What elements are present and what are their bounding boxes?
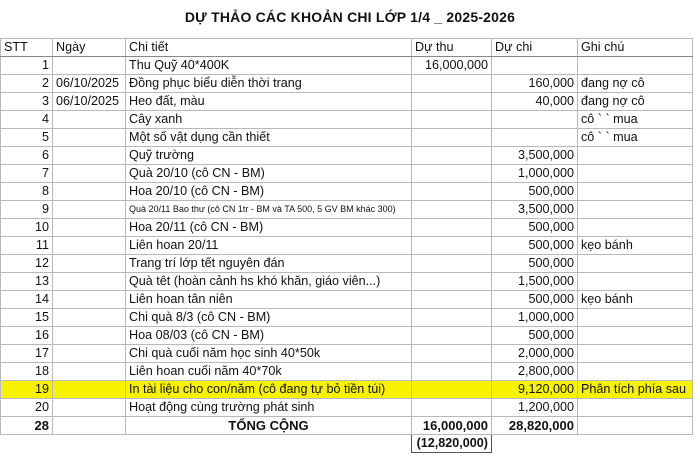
header-du-chi[interactable]: Dự chi bbox=[492, 39, 578, 57]
cell-stt[interactable]: 9 bbox=[1, 201, 53, 219]
cell-stt[interactable]: 5 bbox=[1, 129, 53, 147]
cell-du-thu[interactable] bbox=[412, 255, 492, 273]
cell-du-chi[interactable]: 500,000 bbox=[492, 291, 578, 309]
cell-ghi-chu[interactable] bbox=[578, 273, 693, 291]
header-stt[interactable]: STT bbox=[1, 39, 53, 57]
cell-stt[interactable]: 10 bbox=[1, 219, 53, 237]
header-du-thu[interactable]: Dự thu bbox=[412, 39, 492, 57]
cell-stt[interactable]: 12 bbox=[1, 255, 53, 273]
cell-du-thu[interactable] bbox=[412, 129, 492, 147]
cell-ghi-chu[interactable] bbox=[578, 165, 693, 183]
cell-chi-tiet[interactable]: In tài liệu cho con/năm (cô đang tự bỏ tiền túi) bbox=[126, 381, 412, 399]
cell-chi-tiet[interactable]: Hoạt động cùng trường phát sinh bbox=[126, 399, 412, 417]
cell-ngay[interactable] bbox=[53, 57, 126, 75]
balance-value[interactable]: (12,820,000) bbox=[412, 435, 492, 453]
cell-du-thu[interactable] bbox=[412, 309, 492, 327]
total-du-thu[interactable]: 16,000,000 bbox=[412, 417, 492, 435]
cell-chi-tiet[interactable]: Chi quà cuối năm học sinh 40*50k bbox=[126, 345, 412, 363]
cell-ghi-chu[interactable] bbox=[578, 309, 693, 327]
table-row bbox=[1, 111, 693, 129]
cell-ghi-chu[interactable]: đang nợ cô bbox=[578, 93, 693, 111]
cell-stt[interactable]: 1 bbox=[1, 57, 53, 75]
cell-chi-tiet[interactable]: Quà 20/10 (cô CN - BM) bbox=[126, 165, 412, 183]
cell-ngay[interactable] bbox=[53, 201, 126, 219]
cell-ghi-chu[interactable] bbox=[578, 327, 693, 345]
cell-du-thu[interactable] bbox=[412, 273, 492, 291]
cell-ghi-chu[interactable] bbox=[578, 219, 693, 237]
table-row bbox=[1, 129, 693, 147]
balance-empty-2 bbox=[53, 435, 126, 453]
balance-row bbox=[1, 435, 693, 453]
cell-ngay[interactable] bbox=[53, 183, 126, 201]
cell-ghi-chu[interactable] bbox=[578, 183, 693, 201]
cell-du-thu[interactable] bbox=[412, 399, 492, 417]
cell-du-thu[interactable] bbox=[412, 327, 492, 345]
sheet-title: DỰ THẢO CÁC KHOẢN CHI LỚP 1/4 _ 2025-2026 bbox=[184, 9, 516, 25]
cell-chi-tiet[interactable]: Liên hoan 20/11 bbox=[126, 237, 412, 255]
cell-ngay[interactable] bbox=[53, 129, 126, 147]
cell-chi-tiet[interactable]: Cây xanh bbox=[126, 111, 412, 129]
table-row bbox=[1, 309, 693, 327]
cell-du-chi[interactable]: 500,000 bbox=[492, 183, 578, 201]
cell-stt[interactable]: 6 bbox=[1, 147, 53, 165]
cell-du-chi[interactable]: 1,000,000 bbox=[492, 309, 578, 327]
total-ghi-chu-cell[interactable] bbox=[578, 417, 693, 435]
cell-ghi-chu[interactable]: cô ` ` mua bbox=[578, 111, 693, 129]
cell-ngay[interactable] bbox=[53, 111, 126, 129]
table-row bbox=[1, 237, 693, 255]
cell-chi-tiet[interactable]: Liên hoan cuối năm 40*70k bbox=[126, 363, 412, 381]
cell-du-thu[interactable] bbox=[412, 345, 492, 363]
table-row bbox=[1, 399, 693, 417]
cell-ghi-chu[interactable]: đang nợ cô bbox=[578, 75, 693, 93]
cell-du-thu[interactable] bbox=[412, 183, 492, 201]
cell-ghi-chu[interactable] bbox=[578, 345, 693, 363]
cell-du-thu[interactable] bbox=[412, 75, 492, 93]
cell-du-thu[interactable] bbox=[412, 291, 492, 309]
table-body bbox=[1, 57, 693, 417]
cell-du-chi[interactable]: 500,000 bbox=[492, 237, 578, 255]
cell-ngay[interactable]: 06/10/2025 bbox=[53, 75, 126, 93]
cell-du-thu[interactable] bbox=[412, 237, 492, 255]
cell-du-thu[interactable] bbox=[412, 147, 492, 165]
balance-empty-3 bbox=[126, 435, 412, 453]
cell-du-chi[interactable]: 500,000 bbox=[492, 219, 578, 237]
cell-chi-tiet[interactable]: Quà 20/11 Bao thư (cô CN 1tr - BM và TA 500, 5 GV BM khác 300) bbox=[126, 201, 412, 219]
table-row bbox=[1, 255, 693, 273]
cell-du-chi[interactable]: 500,000 bbox=[492, 327, 578, 345]
cell-stt[interactable]: 8 bbox=[1, 183, 53, 201]
cell-ngay[interactable] bbox=[53, 309, 126, 327]
cell-ghi-chu[interactable] bbox=[578, 57, 693, 75]
table-row bbox=[1, 75, 693, 93]
cell-ngay[interactable] bbox=[53, 327, 126, 345]
table-row bbox=[1, 363, 693, 381]
cell-ngay[interactable] bbox=[53, 237, 126, 255]
total-stt[interactable]: 28 bbox=[1, 417, 53, 435]
cell-chi-tiet[interactable]: Hoa 20/10 (cô CN - BM) bbox=[126, 183, 412, 201]
balance-empty-1 bbox=[1, 435, 53, 453]
cell-du-chi[interactable]: 3,500,000 bbox=[492, 201, 578, 219]
cell-ngay[interactable]: 06/10/2025 bbox=[53, 93, 126, 111]
cell-ghi-chu[interactable] bbox=[578, 255, 693, 273]
cell-ngay[interactable] bbox=[53, 291, 126, 309]
cell-stt[interactable]: 17 bbox=[1, 345, 53, 363]
cell-chi-tiet[interactable]: Heo đất, màu bbox=[126, 93, 412, 111]
cell-chi-tiet[interactable]: Quà têt (hoàn cảnh hs khó khăn, giáo viên...) bbox=[126, 273, 412, 291]
cell-du-chi[interactable] bbox=[492, 129, 578, 147]
cell-ghi-chu[interactable]: kẹo bánh bbox=[578, 291, 693, 309]
cell-ghi-chu[interactable]: kẹo bánh bbox=[578, 237, 693, 255]
header-chi-tiet[interactable]: Chi tiết bbox=[126, 39, 412, 57]
header-row bbox=[1, 39, 693, 57]
cell-stt[interactable]: 18 bbox=[1, 363, 53, 381]
cell-ngay[interactable] bbox=[53, 147, 126, 165]
total-du-chi[interactable]: 28,820,000 bbox=[492, 417, 578, 435]
cell-chi-tiet[interactable]: Trang trí lớp tết nguyên đán bbox=[126, 255, 412, 273]
table-row bbox=[1, 183, 693, 201]
cell-chi-tiet[interactable]: Liên hoan tân niên bbox=[126, 291, 412, 309]
cell-du-thu[interactable] bbox=[412, 165, 492, 183]
cell-stt[interactable]: 4 bbox=[1, 111, 53, 129]
cell-chi-tiet[interactable]: Hoa 08/03 (cô CN - BM) bbox=[126, 327, 412, 345]
cell-ngay[interactable] bbox=[53, 165, 126, 183]
cell-ngay[interactable] bbox=[53, 273, 126, 291]
total-ngay-cell[interactable] bbox=[53, 417, 126, 435]
cell-ghi-chu[interactable] bbox=[578, 201, 693, 219]
cell-du-thu[interactable]: 16,000,000 bbox=[412, 57, 492, 75]
table-row bbox=[1, 345, 693, 363]
cell-du-thu[interactable] bbox=[412, 93, 492, 111]
cell-chi-tiet[interactable]: Một số vật dụng cần thiết bbox=[126, 129, 412, 147]
cell-chi-tiet[interactable]: Hoa 20/11 (cô CN - BM) bbox=[126, 219, 412, 237]
cell-stt[interactable]: 19 bbox=[1, 381, 53, 399]
cell-ghi-chu[interactable]: Phân tích phía sau bbox=[578, 381, 693, 399]
cell-du-thu[interactable] bbox=[412, 381, 492, 399]
cell-ghi-chu[interactable] bbox=[578, 147, 693, 165]
header-ghi-chu[interactable]: Ghi chú bbox=[578, 39, 693, 57]
cell-ngay[interactable] bbox=[53, 363, 126, 381]
balance-empty-4 bbox=[492, 435, 578, 453]
expense-table bbox=[0, 38, 693, 453]
cell-stt[interactable]: 15 bbox=[1, 309, 53, 327]
cell-chi-tiet[interactable]: Thu Quỹ 40*400K bbox=[126, 57, 412, 75]
cell-du-chi[interactable]: 3,500,000 bbox=[492, 147, 578, 165]
table-row bbox=[1, 291, 693, 309]
table-row bbox=[1, 57, 693, 75]
table-row bbox=[1, 381, 693, 399]
cell-stt[interactable]: 11 bbox=[1, 237, 53, 255]
cell-ngay[interactable] bbox=[53, 345, 126, 363]
total-label[interactable]: TỔNG CỘNG bbox=[126, 417, 412, 435]
cell-du-thu[interactable] bbox=[412, 111, 492, 129]
cell-chi-tiet[interactable]: Chi quà 8/3 (cô CN - BM) bbox=[126, 309, 412, 327]
total-row bbox=[1, 417, 693, 435]
cell-du-chi[interactable]: 500,000 bbox=[492, 255, 578, 273]
cell-du-chi[interactable]: 40,000 bbox=[492, 93, 578, 111]
cell-du-chi[interactable]: 2,000,000 bbox=[492, 345, 578, 363]
cell-ngay[interactable] bbox=[53, 381, 126, 399]
cell-ghi-chu[interactable] bbox=[578, 363, 693, 381]
cell-du-chi[interactable] bbox=[492, 111, 578, 129]
cell-du-thu[interactable] bbox=[412, 363, 492, 381]
cell-du-chi[interactable]: 1,500,000 bbox=[492, 273, 578, 291]
cell-ghi-chu[interactable] bbox=[578, 399, 693, 417]
cell-stt[interactable]: 2 bbox=[1, 75, 53, 93]
cell-stt[interactable]: 20 bbox=[1, 399, 53, 417]
cell-stt[interactable]: 7 bbox=[1, 165, 53, 183]
table-row bbox=[1, 327, 693, 345]
cell-du-chi[interactable]: 2,800,000 bbox=[492, 363, 578, 381]
cell-du-chi[interactable]: 1,000,000 bbox=[492, 165, 578, 183]
table-row bbox=[1, 219, 693, 237]
cell-stt[interactable]: 3 bbox=[1, 93, 53, 111]
table-row bbox=[1, 147, 693, 165]
balance-empty-5 bbox=[578, 435, 693, 453]
table-row bbox=[1, 93, 693, 111]
cell-stt[interactable]: 16 bbox=[1, 327, 53, 345]
cell-du-thu[interactable] bbox=[412, 219, 492, 237]
cell-ghi-chu[interactable]: cô ` ` mua bbox=[578, 129, 693, 147]
header-ngay[interactable]: Ngày bbox=[53, 39, 126, 57]
table-row bbox=[1, 165, 693, 183]
cell-du-chi[interactable]: 9,120,000 bbox=[492, 381, 578, 399]
cell-ngay[interactable] bbox=[53, 399, 126, 417]
cell-du-chi[interactable]: 160,000 bbox=[492, 75, 578, 93]
table-row bbox=[1, 201, 693, 219]
cell-du-chi[interactable]: 1,200,000 bbox=[492, 399, 578, 417]
cell-chi-tiet[interactable]: Đồng phục biểu diễn thời trang bbox=[126, 75, 412, 93]
cell-ngay[interactable] bbox=[53, 255, 126, 273]
cell-stt[interactable]: 13 bbox=[1, 273, 53, 291]
cell-du-thu[interactable] bbox=[412, 201, 492, 219]
cell-ngay[interactable] bbox=[53, 219, 126, 237]
cell-du-chi[interactable] bbox=[492, 57, 578, 75]
cell-stt[interactable]: 14 bbox=[1, 291, 53, 309]
table-row bbox=[1, 273, 693, 291]
cell-chi-tiet[interactable]: Quỹ trường bbox=[126, 147, 412, 165]
